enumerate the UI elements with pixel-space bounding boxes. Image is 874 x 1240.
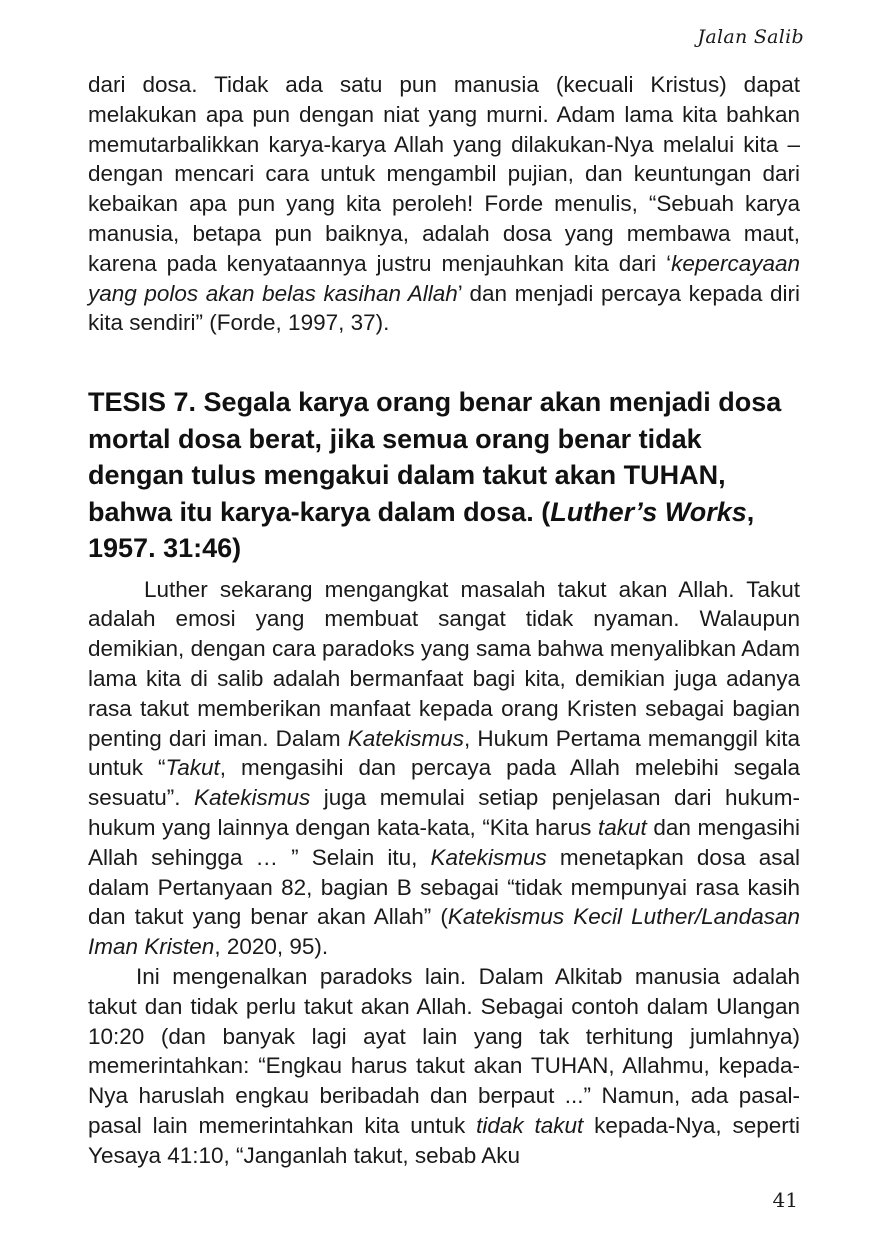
paragraph-2-text-7: , 2020, 95). — [214, 934, 329, 960]
paragraph-1-tail: ’ dan menjadi percaya kepada diri kita sendiri” (Forde, 1997, 37). — [88, 280, 800, 336]
paragraph-3 — [88, 962, 800, 1171]
page-number: 41 — [772, 1188, 798, 1212]
paragraph-2-text-3: , mengasihi dan percaya pada Allah melebihi segala sesuatu”. — [88, 755, 800, 811]
paragraph-3-italic-1: tidak takut — [476, 1113, 584, 1139]
paragraph-2-text-5: dan mengasihi Allah sehingga … ” Selain itu, — [88, 815, 801, 870]
paragraph-2-italic-3: Katekismus — [194, 785, 311, 811]
paragraph-3-text-2: kepada-Nya, seperti Yesaya 41:10, “Janganlah takut, sebab Aku — [88, 1113, 800, 1168]
thesis-heading-text: TESIS 7. Segala karya orang benar akan menjadi dosa mortal dosa berat, jika semua orang benar tidak dengan tulus mengakui dalam takut akan TUHAN, bahwa itu karya-karya dalam dosa. ( — [88, 387, 782, 527]
paragraph-2-italic-4: takut — [598, 815, 647, 841]
thesis-heading — [88, 384, 800, 567]
paragraph-1-text: dari dosa. Tidak ada satu pun manusia (kecuali Kristus) dapat melakukan apa pun dengan niat yang murni. Adam lama kita bahkan memutarbalikkan karya-karya Allah yang dilakukan-Nya melalui kita – dengan mencari cara untuk mengambil pujian, dan keuntungan dari kebaikan apa pun yang kita peroleh! Forde menulis, “Sebuah karya manusia, betapa pun baiknya, adalah dosa yang membawa maut, karena pada kenyataannya justru menjauhkan kita dari ‘ — [88, 72, 800, 276]
thesis-heading-italic: Luther’s Works — [550, 496, 747, 527]
paragraph-2-italic-6: Katekismus Kecil Luther/Landasan Iman Kristen — [88, 904, 800, 960]
paragraph-2-text-6: menetapkan dosa asal dalam Pertanyaan 82, bagian B sebagai “tidak mempunyai rasa kasih dan takut yang benar akan Allah” ( — [88, 844, 800, 930]
paragraph-1-italic: kepercayaan yang polos akan belas kasihan Allah — [88, 250, 800, 306]
thesis-heading-tail: , 1957. 31:46) — [88, 496, 755, 564]
paragraph-2-text-1: Luther sekarang mengangkat masalah takut akan Allah. Takut adalah emosi yang membuat sangat tidak nyaman. Walaupun demikian, dengan cara paradoks yang sama bahwa menyalibkan Adam lama kita di salib adalah bermanfaat bagi kita, demikian juga adanya rasa takut memberikan manfaat kepada orang Kristen sebagai bagian penting dari iman. Dalam — [88, 576, 800, 751]
paragraph-2-italic-2: Takut — [165, 755, 220, 781]
paragraph-2-text-2: , Hukum Pertama memanggil kita untuk “ — [88, 725, 800, 781]
paragraph-2-italic-1: Katekismus — [347, 725, 465, 751]
paragraph-2-italic-5: Katekismus — [430, 844, 547, 870]
page-body — [88, 70, 800, 1171]
paragraph-2-text-4: juga memulai setiap penjelasan dari hukum-hukum yang lainnya dengan kata-kata, “Kita harus — [88, 785, 800, 841]
paragraph-2 — [88, 575, 800, 962]
running-head: Jalan Salib — [697, 26, 804, 48]
paragraph-3-text-1: Ini mengenalkan paradoks lain. Dalam Alkitab manusia adalah takut dan tidak perlu takut akan Allah. Sebagai contoh dalam Ulangan 10:20 (dan banyak lagi ayat lain yang tak terhitung jumlahnya) memerintahkan: “Engkau harus takut akan TUHAN, Allahmu, kepada-Nya haruslah engkau beribadah dan berpaut ...” Namun, ada pasal-pasal lain memerintahkan kita untuk — [88, 964, 800, 1139]
paragraph-1 — [88, 70, 800, 338]
